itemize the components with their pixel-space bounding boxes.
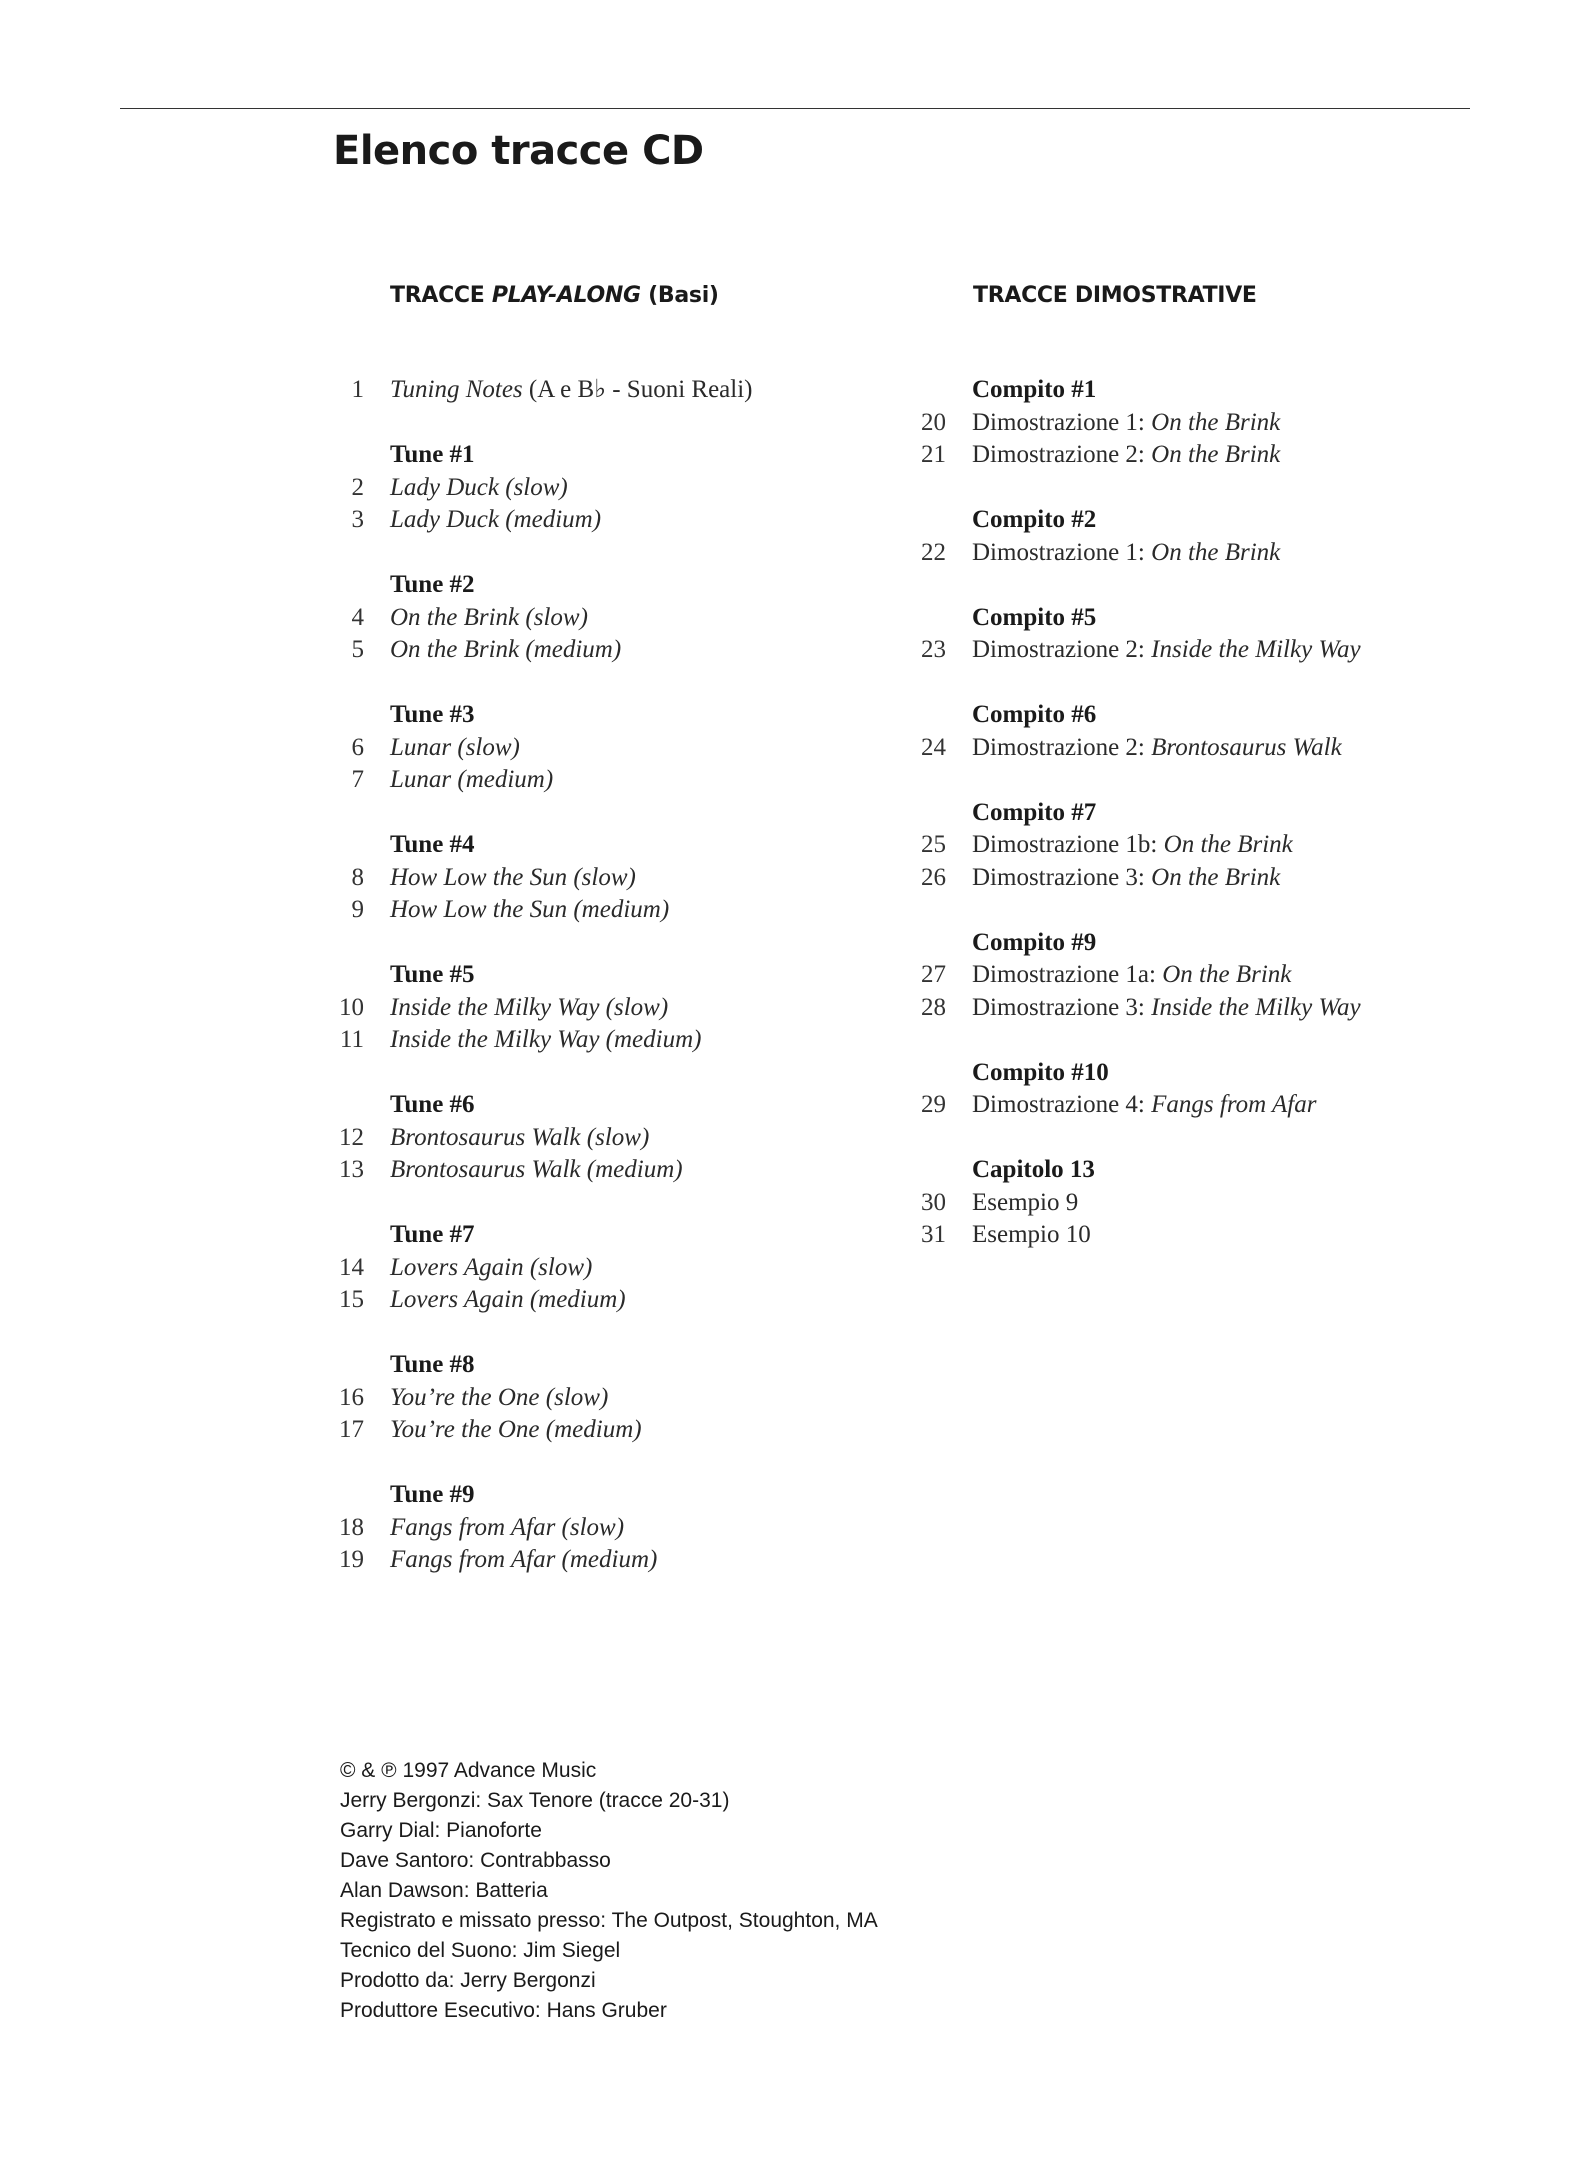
track-number: 11 bbox=[339, 1026, 364, 1053]
track-title bbox=[364, 602, 588, 635]
group-heading: Tune #5 bbox=[390, 961, 475, 988]
track-title-italic: Brontosaurus Walk (slow) bbox=[390, 1123, 650, 1151]
track-title bbox=[946, 537, 1280, 570]
track-number: 12 bbox=[339, 1123, 364, 1151]
track-row bbox=[912, 862, 1472, 895]
track-row bbox=[330, 374, 890, 407]
track-title bbox=[364, 862, 636, 895]
credit-line: Garry Dial: Pianoforte bbox=[340, 1819, 542, 1842]
group-heading: Tune #7 bbox=[390, 1221, 475, 1248]
track-title bbox=[364, 764, 553, 797]
group-heading: Tune #2 bbox=[390, 571, 475, 598]
track-title bbox=[364, 894, 669, 927]
track-title bbox=[364, 1414, 642, 1447]
track-group bbox=[912, 504, 1472, 569]
credit-line: Registrato e missato presso: The Outpost, Stoughton, MA bbox=[340, 1909, 878, 1932]
track-title-italic: On the Brink bbox=[1151, 538, 1281, 566]
track-row bbox=[330, 472, 890, 505]
track-title-italic: On the Brink bbox=[1162, 961, 1292, 988]
track-number: 27 bbox=[921, 961, 946, 988]
track-row bbox=[330, 1024, 890, 1057]
track-row bbox=[330, 1414, 890, 1447]
track-group bbox=[912, 374, 1472, 472]
track-title-italic: Inside the Milky Way (slow) bbox=[390, 993, 669, 1021]
track-row bbox=[330, 504, 890, 537]
track-title-italic: How Low the Sun (slow) bbox=[390, 863, 636, 891]
track-row bbox=[912, 407, 1472, 440]
track-number: 19 bbox=[339, 1546, 364, 1573]
track-number: 23 bbox=[921, 636, 946, 663]
track-group bbox=[330, 1479, 890, 1577]
credit-line: Dave Santoro: Contrabbasso bbox=[340, 1849, 611, 1872]
track-title-plain: Dimostrazione 1a: bbox=[972, 961, 1163, 988]
top-rule bbox=[120, 108, 1470, 109]
track-title bbox=[946, 1219, 1091, 1252]
track-number: 9 bbox=[351, 896, 364, 923]
track-title bbox=[364, 1382, 608, 1415]
track-number: 6 bbox=[351, 733, 364, 761]
track-row bbox=[330, 1382, 890, 1415]
track-row bbox=[330, 1252, 890, 1285]
track-number: 30 bbox=[921, 1188, 946, 1216]
track-title-italic: Brontosaurus Walk (medium) bbox=[390, 1156, 683, 1183]
group-heading: Compito #9 bbox=[972, 928, 1097, 956]
track-title bbox=[946, 439, 1280, 472]
track-row bbox=[912, 732, 1472, 765]
track-title-italic: On the Brink bbox=[1163, 831, 1293, 858]
track-title-italic: On the Brink bbox=[1151, 441, 1281, 468]
track-group bbox=[330, 1089, 890, 1187]
group-heading: Tune #1 bbox=[390, 441, 475, 468]
credit-line: Prodotto da: Jerry Bergonzi bbox=[340, 1969, 596, 1992]
track-number: 1 bbox=[351, 376, 364, 403]
group-heading: Tune #4 bbox=[390, 831, 475, 858]
track-title bbox=[946, 959, 1291, 992]
track-number: 13 bbox=[339, 1156, 364, 1183]
track-row bbox=[330, 634, 890, 667]
credit-line: Tecnico del Suono: Jim Siegel bbox=[340, 1939, 621, 1962]
track-number: 21 bbox=[921, 441, 946, 468]
track-title bbox=[364, 1544, 657, 1577]
group-heading: Compito #1 bbox=[972, 376, 1097, 403]
track-title-italic: Lunar (slow) bbox=[390, 733, 520, 761]
track-title-italic: Lady Duck (slow) bbox=[390, 473, 568, 501]
track-title-plain: Dimostrazione 2: bbox=[972, 733, 1152, 761]
track-title-italic: Lovers Again (medium) bbox=[390, 1286, 626, 1313]
track-row bbox=[912, 1219, 1472, 1252]
track-title-italic: Brontosaurus Walk bbox=[1151, 733, 1342, 761]
track-group bbox=[330, 829, 890, 927]
track-title-plain: Dimostrazione 2: bbox=[972, 441, 1152, 468]
track-number: 8 bbox=[351, 863, 364, 891]
track-title-italic: Inside the Milky Way (medium) bbox=[390, 1026, 702, 1053]
credit-line: © & ℗ 1997 Advance Music bbox=[340, 1759, 597, 1782]
play-along-track-list bbox=[330, 374, 890, 1609]
track-group bbox=[912, 602, 1472, 667]
track-title bbox=[946, 634, 1361, 667]
demo-tracks-heading: TRACCE DIMOSTRATIVE bbox=[973, 283, 1257, 308]
group-heading: Tune #6 bbox=[390, 1091, 475, 1118]
track-row bbox=[912, 959, 1472, 992]
track-number: 4 bbox=[351, 603, 364, 631]
track-title-italic: How Low the Sun (medium) bbox=[390, 896, 670, 923]
track-title bbox=[946, 862, 1280, 895]
track-title-italic: You’re the One (slow) bbox=[390, 1383, 609, 1411]
track-group bbox=[330, 959, 890, 1057]
group-heading: Compito #2 bbox=[972, 506, 1097, 533]
track-number: 25 bbox=[921, 831, 946, 858]
track-title bbox=[364, 634, 621, 667]
track-group bbox=[912, 1154, 1472, 1252]
track-title-plain: Esempio 10 bbox=[972, 1221, 1091, 1248]
track-group bbox=[330, 439, 890, 537]
track-number: 7 bbox=[351, 766, 364, 793]
track-group bbox=[912, 927, 1472, 1025]
track-number: 3 bbox=[351, 506, 364, 533]
track-number: 17 bbox=[339, 1416, 364, 1443]
track-number: 29 bbox=[921, 1091, 946, 1118]
track-row bbox=[912, 1187, 1472, 1220]
track-number: 26 bbox=[921, 863, 946, 891]
demo-track-list bbox=[912, 374, 1472, 1284]
track-title-italic: Lunar (medium) bbox=[390, 766, 554, 793]
track-number: 24 bbox=[921, 733, 946, 761]
group-heading: Compito #5 bbox=[972, 603, 1097, 631]
track-title-suffix: (A e B♭ - Suoni Reali) bbox=[522, 376, 753, 403]
track-number: 28 bbox=[921, 993, 946, 1021]
track-title bbox=[364, 472, 568, 505]
group-heading: Tune #9 bbox=[390, 1481, 475, 1508]
track-group bbox=[330, 1349, 890, 1447]
track-number: 15 bbox=[339, 1286, 364, 1313]
track-row bbox=[912, 537, 1472, 570]
track-number: 10 bbox=[339, 993, 364, 1021]
track-number: 5 bbox=[351, 636, 364, 663]
track-title bbox=[946, 1089, 1316, 1122]
track-title bbox=[364, 1154, 683, 1187]
track-number: 22 bbox=[921, 538, 946, 566]
track-title-italic: On the Brink (slow) bbox=[390, 603, 588, 631]
track-title bbox=[364, 1024, 701, 1057]
track-row bbox=[330, 1512, 890, 1545]
group-heading: Tune #3 bbox=[390, 701, 475, 728]
track-number: 31 bbox=[921, 1221, 946, 1248]
track-title-italic: On the Brink (medium) bbox=[390, 636, 622, 663]
track-title bbox=[946, 407, 1280, 440]
track-title bbox=[364, 504, 601, 537]
group-heading: Capitolo 13 bbox=[972, 1156, 1095, 1183]
track-number: 16 bbox=[339, 1383, 364, 1411]
track-group bbox=[330, 1219, 890, 1317]
track-title-italic: Lady Duck (medium) bbox=[390, 506, 602, 533]
track-row bbox=[912, 439, 1472, 472]
track-group bbox=[330, 374, 890, 407]
track-group bbox=[912, 1057, 1472, 1122]
track-title bbox=[364, 1122, 649, 1155]
track-title bbox=[946, 992, 1361, 1025]
track-row bbox=[330, 732, 890, 765]
track-title-plain: Dimostrazione 2: bbox=[972, 636, 1152, 663]
page-title: Elenco tracce CD bbox=[333, 128, 704, 174]
track-title-plain: Dimostrazione 1b: bbox=[972, 831, 1164, 858]
group-heading: Compito #10 bbox=[972, 1058, 1109, 1086]
track-title bbox=[364, 1252, 592, 1285]
track-row bbox=[912, 829, 1472, 862]
credits-block bbox=[340, 1756, 878, 2026]
track-row bbox=[330, 1122, 890, 1155]
track-group bbox=[912, 699, 1472, 764]
track-number: 20 bbox=[921, 408, 946, 436]
track-row bbox=[330, 1154, 890, 1187]
track-title-italic: Inside the Milky Way bbox=[1151, 636, 1361, 663]
credit-line: Alan Dawson: Batteria bbox=[340, 1879, 548, 1902]
track-title-italic: Tuning Notes bbox=[390, 376, 523, 403]
track-title bbox=[946, 732, 1342, 765]
track-group bbox=[330, 569, 890, 667]
track-title bbox=[364, 992, 668, 1025]
track-title-italic: On the Brink bbox=[1151, 863, 1281, 891]
track-title-italic: Fangs from Afar (slow) bbox=[390, 1513, 625, 1541]
play-along-heading: TRACCE PLAY-ALONG (Basi) bbox=[390, 283, 719, 308]
track-row bbox=[330, 602, 890, 635]
track-title bbox=[946, 1187, 1078, 1220]
track-title-italic: On the Brink bbox=[1151, 408, 1281, 436]
track-title-italic: Fangs from Afar (medium) bbox=[390, 1546, 658, 1573]
track-row bbox=[912, 1089, 1472, 1122]
track-title-plain: Dimostrazione 3: bbox=[972, 993, 1152, 1021]
credit-line: Jerry Bergonzi: Sax Tenore (tracce 20-31) bbox=[340, 1789, 730, 1812]
credit-line: Produttore Esecutivo: Hans Gruber bbox=[340, 1999, 667, 2022]
track-title-italic: Fangs from Afar bbox=[1151, 1091, 1317, 1118]
track-row bbox=[912, 634, 1472, 667]
track-row bbox=[330, 1284, 890, 1317]
track-row bbox=[330, 1544, 890, 1577]
track-title-plain: Dimostrazione 1: bbox=[972, 408, 1152, 436]
track-title-plain: Esempio 9 bbox=[972, 1188, 1079, 1216]
track-title-plain: Dimostrazione 4: bbox=[972, 1091, 1152, 1118]
track-title bbox=[364, 374, 753, 407]
group-heading: Tune #8 bbox=[390, 1351, 475, 1378]
track-title bbox=[364, 1512, 624, 1545]
track-row bbox=[330, 992, 890, 1025]
track-title bbox=[364, 1284, 626, 1317]
track-group bbox=[912, 797, 1472, 895]
track-number: 14 bbox=[339, 1253, 364, 1281]
track-title bbox=[946, 829, 1293, 862]
track-row bbox=[330, 894, 890, 927]
group-heading: Compito #7 bbox=[972, 798, 1097, 826]
track-title-italic: Lovers Again (slow) bbox=[390, 1253, 593, 1281]
track-row bbox=[330, 764, 890, 797]
track-title bbox=[364, 732, 520, 765]
track-title-plain: Dimostrazione 3: bbox=[972, 863, 1152, 891]
track-row bbox=[912, 992, 1472, 1025]
group-heading: Compito #6 bbox=[972, 701, 1097, 728]
track-row bbox=[330, 862, 890, 895]
track-title-italic: Inside the Milky Way bbox=[1151, 993, 1361, 1021]
track-number: 18 bbox=[339, 1513, 364, 1541]
track-number: 2 bbox=[351, 473, 364, 501]
track-group bbox=[330, 699, 890, 797]
track-title-italic: You’re the One (medium) bbox=[390, 1416, 642, 1443]
track-title-plain: Dimostrazione 1: bbox=[972, 538, 1152, 566]
